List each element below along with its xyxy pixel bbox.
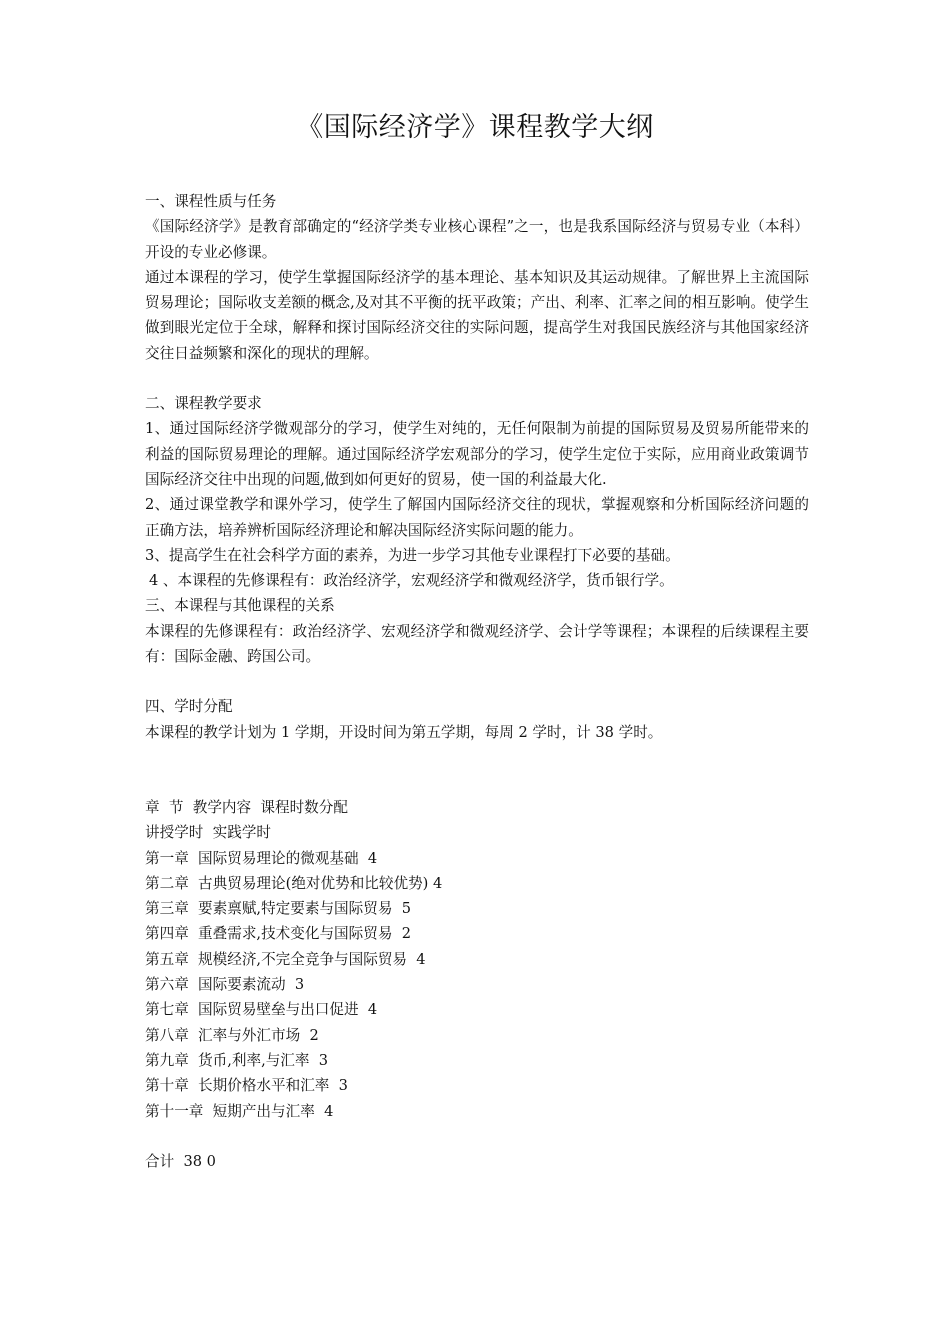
document-body xyxy=(145,189,809,1174)
schedule-row: 第一章 国际贸易理论的微观基础 4 xyxy=(145,849,378,867)
section-1-paragraph-1: 《国际经济学》是教育部确定的“经济学类专业核心课程”之一，也是我系国际经济与贸易专业（本科）开设的专业必修课。 xyxy=(145,218,809,261)
schedule-subheader: 讲授学时 实践学时 xyxy=(145,824,272,842)
schedule-row: 第二章 古典贸易理论(绝对优势和比较优势) 4 xyxy=(145,874,443,892)
section-4-heading: 四、学时分配 xyxy=(145,698,233,716)
schedule-header: 章 节 教学内容 课程时数分配 xyxy=(145,798,348,816)
schedule-total: 合计 38 0 xyxy=(145,1152,216,1170)
schedule-row: 第八章 汇率与外汇市场 2 xyxy=(145,1026,319,1044)
schedule-row: 第九章 货币,利率,与汇率 3 xyxy=(145,1051,329,1069)
spacer xyxy=(145,366,809,391)
schedule-row: 第十章 长期价格水平和汇率 3 xyxy=(145,1077,348,1095)
section-4-paragraph-1: 本课程的教学计划为 1 学期，开设时间为第五学期，每周 2 学时，计 38 学时。 xyxy=(145,723,663,741)
spacer xyxy=(145,669,809,694)
section-1-paragraph-2: 通过本课程的学习，使学生掌握国际经济学的基本理论、基本知识及其运动规律。了解世界上主流国际贸易理论；国际收支差额的概念,及对其不平衡的抚平政策；产出、利率、汇率之间的相互影响。使学生做到眼光定位于全球，解释和探讨国际经济交往的实际问题，提高学生对我国民族经济与其他国家经济交往日益频繁和深化的现状的理解。 xyxy=(145,268,809,362)
section-3-paragraph-1: 本课程的先修课程有：政治经济学、宏观经济学和微观经济学、会计学等课程；本课程的后续课程主要有：国际金融、跨国公司。 xyxy=(145,622,809,666)
spacer xyxy=(145,745,809,795)
section-2-item-1: 1、通过国际经济学微观部分的学习，使学生对纯的，无任何限制为前提的国际贸易及贸易所能带来的利益的国际贸易理论的理解。通过国际经济学宏观部分的学习，使学生定位于实际，应用商业政策调节国际经济交往中出现的问题,做到如何更好的贸易，使一国的利益最大化. xyxy=(145,420,809,488)
section-2-item-3: 3、提高学生在社会科学方面的素养，为进一步学习其他专业课程打下必要的基础。 xyxy=(145,546,680,564)
section-1-heading: 一、课程性质与任务 xyxy=(145,193,277,210)
section-2-item-4: 4 、本课程的先修课程有：政治经济学，宏观经济学和微观经济学，货币银行学。 xyxy=(149,572,674,590)
section-2-item-2: 2、通过课堂教学和课外学习，使学生了解国内国际经济交往的现状，掌握观察和分析国际经济问题的正确方法，培养辨析国际经济理论和解决国际经济实际问题的能力。 xyxy=(145,496,809,539)
spacer xyxy=(145,1124,809,1149)
document-title: 《国际经济学》课程教学大纲 xyxy=(296,112,654,143)
schedule-row: 第六章 国际要素流动 3 xyxy=(145,976,305,994)
schedule-row: 第十一章 短期产出与汇率 4 xyxy=(145,1102,334,1120)
section-2-heading: 二、课程教学要求 xyxy=(145,395,262,413)
schedule-row: 第五章 规模经济,不完全竞争与国际贸易 4 xyxy=(145,950,426,968)
schedule-row: 第三章 要素禀赋,特定要素与国际贸易 5 xyxy=(145,900,411,918)
section-3-heading: 三、本课程与其他课程的关系 xyxy=(145,597,335,615)
schedule-row: 第七章 国际贸易壁垒与出口促进 4 xyxy=(145,1001,378,1019)
schedule-row: 第四章 重叠需求,技术变化与国际贸易 2 xyxy=(145,925,411,943)
